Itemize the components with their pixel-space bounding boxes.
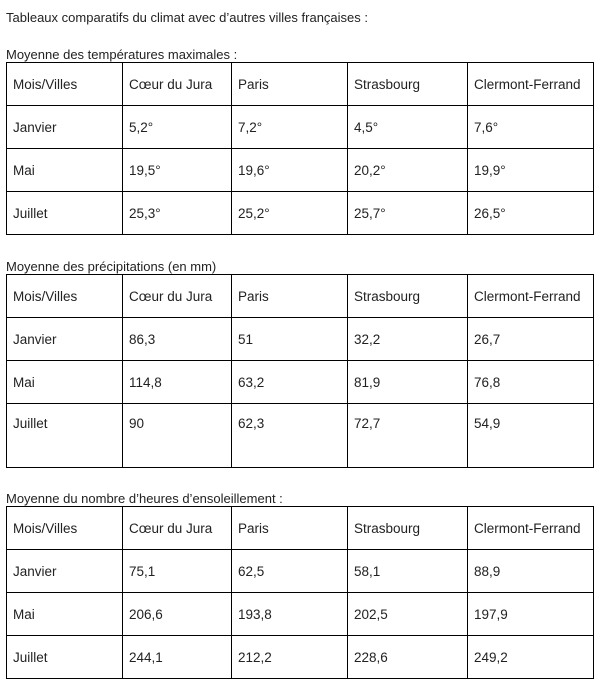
row-label: Mai: [7, 361, 123, 404]
row-label: Mai: [7, 149, 123, 192]
table-cell: 25,3°: [123, 192, 232, 235]
row-label: Juillet: [7, 636, 123, 679]
table-cell: 7,6°: [468, 106, 594, 149]
table-row: [7, 593, 594, 636]
table-cell: 51: [232, 318, 348, 361]
table-cell: 63,2: [232, 361, 348, 404]
table-cell: 7,2°: [232, 106, 348, 149]
table-cell: 202,5: [348, 593, 468, 636]
table-row: [7, 550, 594, 593]
sunshine-table: [6, 506, 594, 679]
table-cell: 212,2: [232, 636, 348, 679]
table-cell: 86,3: [123, 318, 232, 361]
table-cell: 25,7°: [348, 192, 468, 235]
row-label: Janvier: [7, 550, 123, 593]
table-caption-temperatures: Moyenne des températures maximales :: [6, 47, 238, 62]
table-caption-precipitation: Moyenne des précipitations (en mm): [6, 259, 217, 274]
table-cell: 88,9: [468, 550, 594, 593]
table-cell: 26,7: [468, 318, 594, 361]
header-cell-paris: Paris: [232, 275, 348, 318]
table-cell: 62,3: [232, 404, 348, 468]
table-cell: 76,8: [468, 361, 594, 404]
row-label: Juillet: [7, 404, 123, 468]
table-header-row: [7, 507, 594, 550]
row-label: Janvier: [7, 318, 123, 361]
page-intro: Tableaux comparatifs du climat avec d’autres villes françaises :: [6, 10, 368, 25]
table-cell: 81,9: [348, 361, 468, 404]
table-cell: 114,8: [123, 361, 232, 404]
header-cell-clermont-ferrand: Clermont-Ferrand: [468, 275, 594, 318]
table-cell: 72,7: [348, 404, 468, 468]
table-row: [7, 636, 594, 679]
table-cell: 4,5°: [348, 106, 468, 149]
table-row: [7, 192, 594, 235]
table-header-row: [7, 275, 594, 318]
row-label: Janvier: [7, 106, 123, 149]
header-cell-month-city: Mois/Villes: [7, 275, 123, 318]
header-cell-coeur-du-jura: Cœur du Jura: [123, 275, 232, 318]
table-cell: 19,9°: [468, 149, 594, 192]
table-cell: 58,1: [348, 550, 468, 593]
table-cell: 249,2: [468, 636, 594, 679]
table-cell: 206,6: [123, 593, 232, 636]
header-cell-month-city: Mois/Villes: [7, 63, 123, 106]
table-cell: 19,5°: [123, 149, 232, 192]
table-cell: 75,1: [123, 550, 232, 593]
header-cell-paris: Paris: [232, 507, 348, 550]
table-row: [7, 318, 594, 361]
row-label: Mai: [7, 593, 123, 636]
table-cell: 25,2°: [232, 192, 348, 235]
table-cell: 90: [123, 404, 232, 468]
table-cell: 26,5°: [468, 192, 594, 235]
table-cell: 20,2°: [348, 149, 468, 192]
table-cell: 32,2: [348, 318, 468, 361]
header-cell-strasbourg: Strasbourg: [348, 63, 468, 106]
table-row: [7, 361, 594, 404]
table-row: [7, 149, 594, 192]
table-row: [7, 106, 594, 149]
table-cell: 19,6°: [232, 149, 348, 192]
header-cell-strasbourg: Strasbourg: [348, 275, 468, 318]
header-cell-coeur-du-jura: Cœur du Jura: [123, 507, 232, 550]
table-cell: 5,2°: [123, 106, 232, 149]
row-label: Juillet: [7, 192, 123, 235]
header-cell-clermont-ferrand: Clermont-Ferrand: [468, 507, 594, 550]
header-cell-strasbourg: Strasbourg: [348, 507, 468, 550]
table-row: [7, 404, 594, 468]
table-cell: 62,5: [232, 550, 348, 593]
header-cell-paris: Paris: [232, 63, 348, 106]
header-cell-clermont-ferrand: Clermont-Ferrand: [468, 63, 594, 106]
table-cell: 193,8: [232, 593, 348, 636]
table-header-row: [7, 63, 594, 106]
table-cell: 54,9: [468, 404, 594, 468]
header-cell-coeur-du-jura: Cœur du Jura: [123, 63, 232, 106]
table-caption-sunshine: Moyenne du nombre d’heures d’ensoleillement :: [6, 491, 283, 506]
table-cell: 244,1: [123, 636, 232, 679]
precipitation-table: [6, 274, 594, 468]
header-cell-month-city: Mois/Villes: [7, 507, 123, 550]
temperature-table: [6, 62, 594, 235]
table-cell: 228,6: [348, 636, 468, 679]
table-cell: 197,9: [468, 593, 594, 636]
